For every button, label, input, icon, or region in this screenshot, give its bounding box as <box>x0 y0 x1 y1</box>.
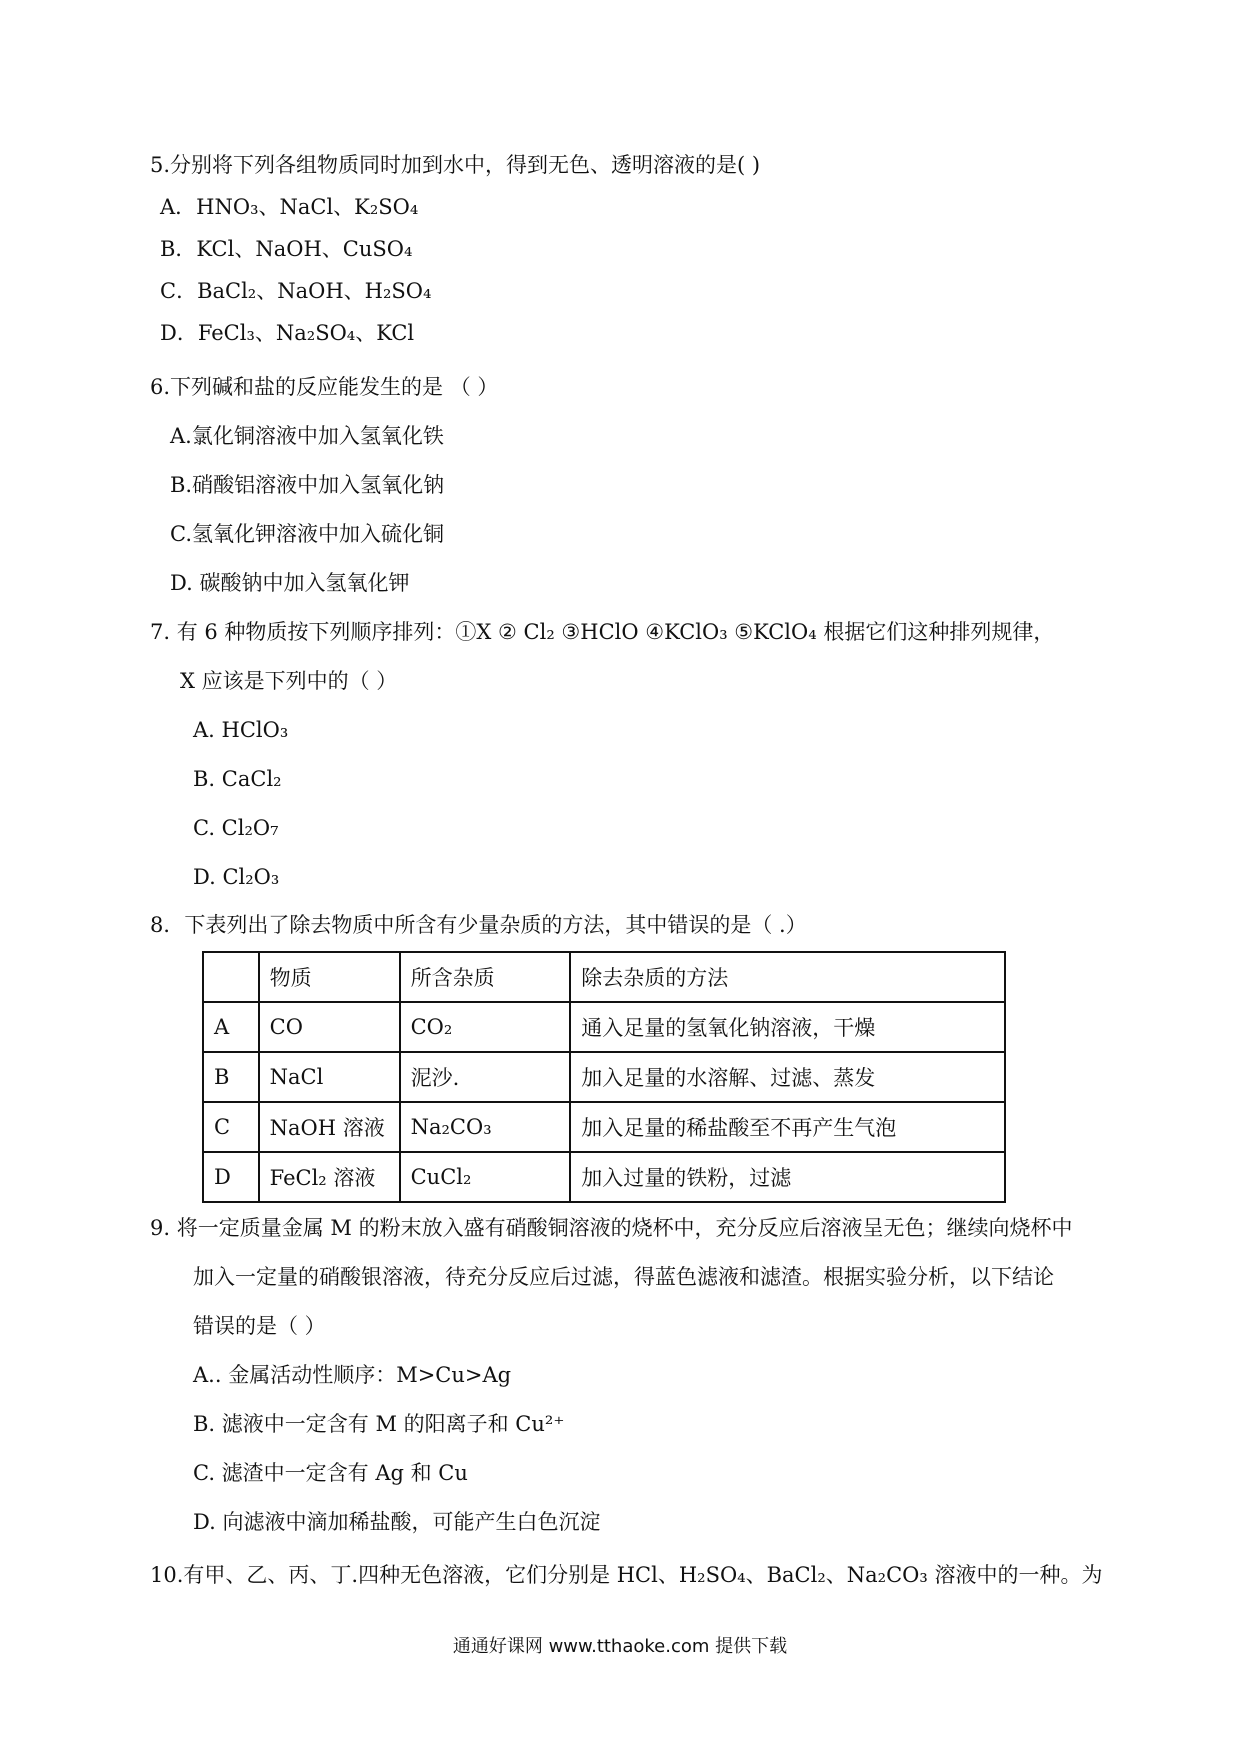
q9-stem-line-2: 加入一定量的硝酸银溶液，待充分反应后过滤，得蓝色滤液和滤渣。根据实验分析，以下结论 <box>193 1265 1054 1289</box>
q9-stem: 9. 将一定质量金属 M 的粉末放入盛有硝酸铜溶液的烧杯中，充分反应后溶液呈无色；继续向烧杯中 <box>150 1216 1073 1240</box>
q7-stem: 7. 有 6 种物质按下列顺序排列：①X ② Cl₂ ③HClO ④KClO₃ ⑤KClO₄ 根据它们这种排列规律， <box>150 620 1055 644</box>
table-cell: NaCl <box>259 1052 400 1102</box>
q9-option-c: C. 滤渣中一定含有 Ag 和 Cu <box>193 1461 468 1485</box>
q6-option-c: C.氢氧化钾溶液中加入硫化铜 <box>170 522 444 546</box>
table-cell: CuCl₂ <box>400 1152 571 1202</box>
q5-option-a: A．HNO₃、NaCl、K₂SO₄ <box>160 195 419 219</box>
table-row <box>203 1102 1005 1152</box>
q9-stem-line-3: 错误的是（ ） <box>193 1314 326 1338</box>
table-header-cell: 物质 <box>259 952 400 1002</box>
q6-option-a: A.氯化铜溶液中加入氢氧化铁 <box>170 424 444 448</box>
q9-option-a: A.. 金属活动性顺序：M>Cu>Ag <box>193 1363 512 1387</box>
q6-stem: 6.下列碱和盐的反应能发生的是 （ ） <box>150 375 499 399</box>
q9-option-d: D. 向滤液中滴加稀盐酸，可能产生白色沉淀 <box>193 1510 601 1534</box>
table-cell: CO <box>259 1002 400 1052</box>
table-cell: NaOH 溶液 <box>259 1102 400 1152</box>
table-cell: A <box>203 1002 259 1052</box>
table-row <box>203 1052 1005 1102</box>
table-cell: 加入过量的铁粉，过滤 <box>570 1152 1005 1202</box>
q7-option-a: A. HClO₃ <box>193 718 289 742</box>
table-header-row <box>203 952 1005 1002</box>
table-row <box>203 1152 1005 1202</box>
table-header-cell: 除去杂质的方法 <box>570 952 1005 1002</box>
q9-option-b: B. 滤液中一定含有 M 的阳离子和 Cu²⁺ <box>193 1412 565 1436</box>
table-cell: 泥沙. <box>400 1052 571 1102</box>
table-cell: B <box>203 1052 259 1102</box>
q5-stem: 5.分别将下列各组物质同时加到水中，得到无色、透明溶液的是( ) <box>150 153 761 177</box>
q7-option-c: C. Cl₂O₇ <box>193 816 279 840</box>
q10-stem: 10.有甲、乙、丙、丁.四种无色溶液，它们分别是 HCl、H₂SO₄、BaCl₂、Na₂CO₃ 溶液中的一种。为 <box>150 1563 1103 1587</box>
q5-option-b: B．KCl、NaOH、CuSO₄ <box>160 237 413 261</box>
q6-option-b: B.硝酸铝溶液中加入氢氧化钠 <box>170 473 445 497</box>
table-cell: Na₂CO₃ <box>400 1102 571 1152</box>
q7-option-d: D. Cl₂O₃ <box>193 865 280 889</box>
table-header-cell <box>203 952 259 1002</box>
q7-stem-continued: X 应该是下列中的（ ） <box>180 669 398 693</box>
table-header-cell: 所含杂质 <box>400 952 571 1002</box>
q5-option-c: C．BaCl₂、NaOH、H₂SO₄ <box>160 279 432 303</box>
table-cell: D <box>203 1152 259 1202</box>
table-cell: FeCl₂ 溶液 <box>259 1152 400 1202</box>
page-footer: 通通好课网 www.tthaoke.com 提供下载 <box>452 1636 788 1657</box>
q7-option-b: B. CaCl₂ <box>193 767 282 791</box>
table-cell: 通入足量的氢氧化钠溶液，干燥 <box>570 1002 1005 1052</box>
table-row <box>203 1002 1005 1052</box>
table-cell: C <box>203 1102 259 1152</box>
table-cell: CO₂ <box>400 1002 571 1052</box>
table-cell: 加入足量的水溶解、过滤、蒸发 <box>570 1052 1005 1102</box>
q5-option-d: D．FeCl₃、Na₂SO₄、KCl <box>160 321 415 345</box>
table-cell: 加入足量的稀盐酸至不再产生气泡 <box>570 1102 1005 1152</box>
impurity-table <box>202 951 1006 1203</box>
q6-option-d: D. 碳酸钠中加入氢氧化钾 <box>170 571 410 595</box>
q8-stem: 8．下表列出了除去物质中所含有少量杂质的方法，其中错误的是（ .） <box>150 913 807 937</box>
